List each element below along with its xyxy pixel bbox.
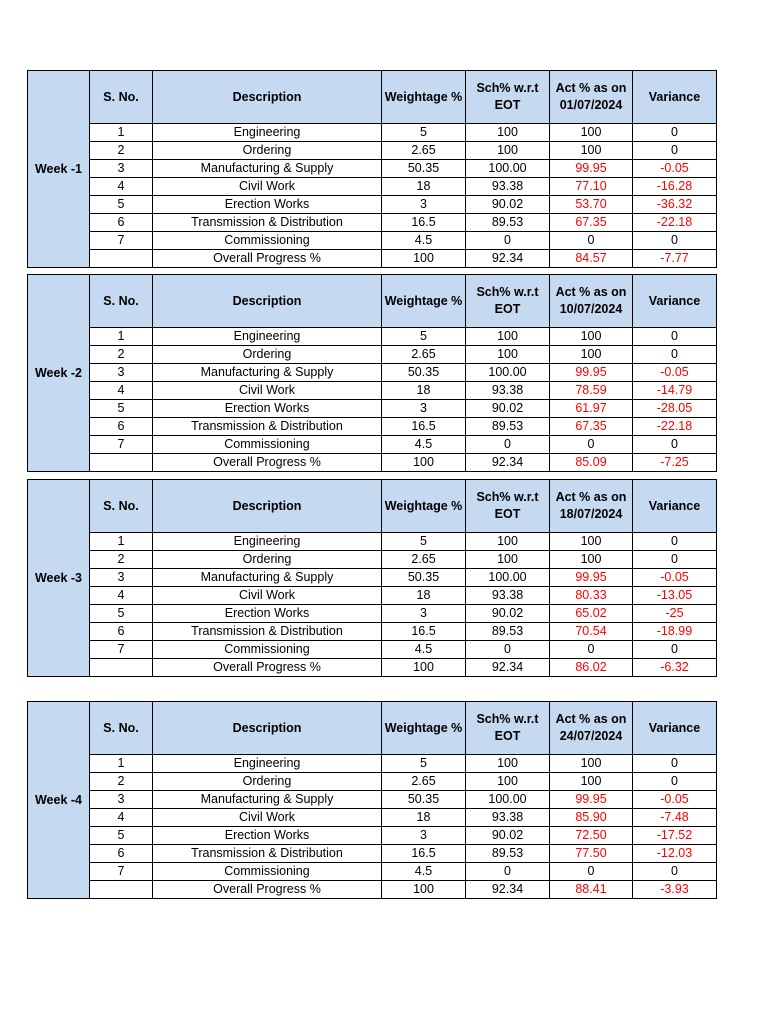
sch-cell: 89.53 bbox=[466, 418, 550, 436]
description-cell: Civil Work bbox=[153, 178, 382, 196]
weightage-cell: 50.35 bbox=[382, 569, 466, 587]
weightage-cell: 4.5 bbox=[382, 641, 466, 659]
variance-header: Variance bbox=[633, 71, 717, 124]
variance-header: Variance bbox=[633, 702, 717, 755]
description-cell: Erection Works bbox=[153, 605, 382, 623]
sch-cell: 92.34 bbox=[466, 454, 550, 472]
variance-cell: 0 bbox=[633, 863, 717, 881]
variance-cell: -0.05 bbox=[633, 364, 717, 382]
act-cell: 78.59 bbox=[550, 382, 633, 400]
weightage-cell: 50.35 bbox=[382, 791, 466, 809]
variance-cell: -16.28 bbox=[633, 178, 717, 196]
sno-cell: 7 bbox=[90, 232, 153, 250]
weightage-cell: 2.65 bbox=[382, 551, 466, 569]
sno-cell: 4 bbox=[90, 809, 153, 827]
description-cell: Transmission & Distribution bbox=[153, 418, 382, 436]
table-row bbox=[28, 178, 717, 196]
week-table bbox=[27, 274, 717, 472]
variance-cell: -0.05 bbox=[633, 569, 717, 587]
sch-cell: 93.38 bbox=[466, 587, 550, 605]
sno-cell: 3 bbox=[90, 364, 153, 382]
week-label: Week -1 bbox=[28, 71, 90, 268]
table-row bbox=[28, 827, 717, 845]
week-table bbox=[27, 701, 717, 899]
description-cell: Manufacturing & Supply bbox=[153, 791, 382, 809]
variance-cell: -7.25 bbox=[633, 454, 717, 472]
table-row bbox=[28, 605, 717, 623]
table-row bbox=[28, 845, 717, 863]
variance-cell: 0 bbox=[633, 533, 717, 551]
variance-cell: -18.99 bbox=[633, 623, 717, 641]
sch-cell: 93.38 bbox=[466, 809, 550, 827]
act-header: Act % as on 01/07/2024 bbox=[550, 71, 633, 124]
sno-cell: 5 bbox=[90, 827, 153, 845]
sch-cell: 89.53 bbox=[466, 214, 550, 232]
description-cell: Engineering bbox=[153, 328, 382, 346]
description-cell: Civil Work bbox=[153, 809, 382, 827]
sch-cell: 100 bbox=[466, 755, 550, 773]
week-label: Week -2 bbox=[28, 275, 90, 472]
week-table bbox=[27, 479, 717, 677]
sno-cell: 3 bbox=[90, 160, 153, 178]
weightage-cell: 16.5 bbox=[382, 845, 466, 863]
sno-cell bbox=[90, 250, 153, 268]
table-row bbox=[28, 755, 717, 773]
table-row bbox=[28, 551, 717, 569]
sch-cell: 90.02 bbox=[466, 827, 550, 845]
act-cell: 67.35 bbox=[550, 418, 633, 436]
description-cell: Overall Progress % bbox=[153, 659, 382, 677]
act-cell: 0 bbox=[550, 863, 633, 881]
act-cell: 53.70 bbox=[550, 196, 633, 214]
act-cell: 100 bbox=[550, 551, 633, 569]
sch-cell: 89.53 bbox=[466, 623, 550, 641]
sch-cell: 0 bbox=[466, 863, 550, 881]
variance-cell: 0 bbox=[633, 142, 717, 160]
weightage-cell: 4.5 bbox=[382, 232, 466, 250]
act-header: Act % as on 24/07/2024 bbox=[550, 702, 633, 755]
week-table bbox=[27, 70, 717, 268]
overall-progress-row bbox=[28, 659, 717, 677]
act-cell: 99.95 bbox=[550, 791, 633, 809]
description-cell: Ordering bbox=[153, 551, 382, 569]
overall-progress-row bbox=[28, 250, 717, 268]
table-header-row bbox=[28, 480, 717, 533]
act-cell: 0 bbox=[550, 436, 633, 454]
variance-cell: 0 bbox=[633, 436, 717, 454]
variance-cell: 0 bbox=[633, 328, 717, 346]
variance-cell: -7.48 bbox=[633, 809, 717, 827]
description-cell: Commissioning bbox=[153, 641, 382, 659]
sno-cell: 1 bbox=[90, 328, 153, 346]
weightage-cell: 16.5 bbox=[382, 623, 466, 641]
sch-header: Sch% w.r.t EOT bbox=[466, 71, 550, 124]
sno-cell: 4 bbox=[90, 587, 153, 605]
table-row bbox=[28, 641, 717, 659]
sch-cell: 0 bbox=[466, 641, 550, 659]
sno-header: S. No. bbox=[90, 702, 153, 755]
act-cell: 61.97 bbox=[550, 400, 633, 418]
sno-cell bbox=[90, 881, 153, 899]
sno-cell: 4 bbox=[90, 382, 153, 400]
variance-cell: 0 bbox=[633, 346, 717, 364]
act-cell: 84.57 bbox=[550, 250, 633, 268]
table-row bbox=[28, 533, 717, 551]
sch-cell: 100 bbox=[466, 142, 550, 160]
table-row bbox=[28, 791, 717, 809]
description-header: Description bbox=[153, 275, 382, 328]
description-cell: Engineering bbox=[153, 755, 382, 773]
variance-cell: -0.05 bbox=[633, 791, 717, 809]
act-cell: 100 bbox=[550, 142, 633, 160]
sno-cell: 6 bbox=[90, 418, 153, 436]
sch-cell: 100 bbox=[466, 533, 550, 551]
weightage-cell: 18 bbox=[382, 809, 466, 827]
sno-cell: 5 bbox=[90, 196, 153, 214]
act-cell: 70.54 bbox=[550, 623, 633, 641]
weightage-cell: 50.35 bbox=[382, 364, 466, 382]
sch-cell: 93.38 bbox=[466, 382, 550, 400]
variance-header: Variance bbox=[633, 480, 717, 533]
variance-cell: 0 bbox=[633, 232, 717, 250]
table-row bbox=[28, 142, 717, 160]
sch-cell: 0 bbox=[466, 232, 550, 250]
variance-cell: -0.05 bbox=[633, 160, 717, 178]
weightage-cell: 4.5 bbox=[382, 436, 466, 454]
table-row bbox=[28, 328, 717, 346]
variance-cell: 0 bbox=[633, 755, 717, 773]
weightage-cell: 100 bbox=[382, 659, 466, 677]
sno-cell: 3 bbox=[90, 569, 153, 587]
weightage-cell: 5 bbox=[382, 755, 466, 773]
table-row bbox=[28, 418, 717, 436]
variance-cell: 0 bbox=[633, 551, 717, 569]
table-row bbox=[28, 587, 717, 605]
sch-cell: 100.00 bbox=[466, 160, 550, 178]
variance-cell: -6.32 bbox=[633, 659, 717, 677]
weightage-cell: 16.5 bbox=[382, 418, 466, 436]
sno-cell: 1 bbox=[90, 533, 153, 551]
description-cell: Transmission & Distribution bbox=[153, 214, 382, 232]
sno-cell: 7 bbox=[90, 641, 153, 659]
sno-cell: 2 bbox=[90, 142, 153, 160]
sch-cell: 93.38 bbox=[466, 178, 550, 196]
act-cell: 100 bbox=[550, 328, 633, 346]
sno-cell: 7 bbox=[90, 436, 153, 454]
act-cell: 100 bbox=[550, 773, 633, 791]
variance-cell: -7.77 bbox=[633, 250, 717, 268]
table-row bbox=[28, 773, 717, 791]
weightage-cell: 50.35 bbox=[382, 160, 466, 178]
act-cell: 100 bbox=[550, 346, 633, 364]
table-row bbox=[28, 160, 717, 178]
description-cell: Erection Works bbox=[153, 827, 382, 845]
table-row bbox=[28, 863, 717, 881]
act-cell: 99.95 bbox=[550, 160, 633, 178]
sno-cell: 6 bbox=[90, 845, 153, 863]
weightage-cell: 2.65 bbox=[382, 142, 466, 160]
act-cell: 85.90 bbox=[550, 809, 633, 827]
sno-cell bbox=[90, 454, 153, 472]
table-header-row bbox=[28, 71, 717, 124]
sch-cell: 100.00 bbox=[466, 791, 550, 809]
description-cell: Overall Progress % bbox=[153, 881, 382, 899]
weightage-cell: 5 bbox=[382, 328, 466, 346]
sno-header: S. No. bbox=[90, 275, 153, 328]
sno-header: S. No. bbox=[90, 71, 153, 124]
sch-cell: 89.53 bbox=[466, 845, 550, 863]
sch-cell: 90.02 bbox=[466, 196, 550, 214]
table-row bbox=[28, 196, 717, 214]
weightage-cell: 100 bbox=[382, 881, 466, 899]
variance-cell: -36.32 bbox=[633, 196, 717, 214]
sno-cell: 6 bbox=[90, 623, 153, 641]
sch-cell: 100.00 bbox=[466, 364, 550, 382]
sch-cell: 92.34 bbox=[466, 250, 550, 268]
description-cell: Ordering bbox=[153, 142, 382, 160]
act-cell: 77.50 bbox=[550, 845, 633, 863]
variance-cell: -22.18 bbox=[633, 214, 717, 232]
table-row bbox=[28, 382, 717, 400]
weightage-cell: 3 bbox=[382, 196, 466, 214]
description-cell: Ordering bbox=[153, 773, 382, 791]
variance-cell: -22.18 bbox=[633, 418, 717, 436]
week-label: Week -4 bbox=[28, 702, 90, 899]
description-header: Description bbox=[153, 71, 382, 124]
weightage-cell: 16.5 bbox=[382, 214, 466, 232]
weightage-cell: 3 bbox=[382, 400, 466, 418]
weightage-cell: 18 bbox=[382, 178, 466, 196]
weightage-cell: 5 bbox=[382, 533, 466, 551]
sno-cell: 5 bbox=[90, 400, 153, 418]
sno-cell: 5 bbox=[90, 605, 153, 623]
weightage-cell: 18 bbox=[382, 382, 466, 400]
act-cell: 100 bbox=[550, 533, 633, 551]
variance-cell: 0 bbox=[633, 773, 717, 791]
description-cell: Manufacturing & Supply bbox=[153, 364, 382, 382]
weightage-header: Weightage % bbox=[382, 71, 466, 124]
sno-cell: 2 bbox=[90, 551, 153, 569]
sch-header: Sch% w.r.t EOT bbox=[466, 480, 550, 533]
table-header-row bbox=[28, 702, 717, 755]
sch-cell: 100 bbox=[466, 773, 550, 791]
act-cell: 88.41 bbox=[550, 881, 633, 899]
act-header: Act % as on 18/07/2024 bbox=[550, 480, 633, 533]
variance-cell: -28.05 bbox=[633, 400, 717, 418]
act-cell: 100 bbox=[550, 755, 633, 773]
weightage-cell: 3 bbox=[382, 605, 466, 623]
sno-cell: 1 bbox=[90, 755, 153, 773]
overall-progress-row bbox=[28, 881, 717, 899]
weightage-cell: 2.65 bbox=[382, 773, 466, 791]
act-cell: 100 bbox=[550, 124, 633, 142]
variance-cell: -14.79 bbox=[633, 382, 717, 400]
description-cell: Manufacturing & Supply bbox=[153, 160, 382, 178]
table-row bbox=[28, 436, 717, 454]
description-header: Description bbox=[153, 480, 382, 533]
description-cell: Overall Progress % bbox=[153, 454, 382, 472]
description-cell: Manufacturing & Supply bbox=[153, 569, 382, 587]
weightage-cell: 2.65 bbox=[382, 346, 466, 364]
sch-cell: 0 bbox=[466, 436, 550, 454]
table-header-row bbox=[28, 275, 717, 328]
sch-header: Sch% w.r.t EOT bbox=[466, 275, 550, 328]
overall-progress-row bbox=[28, 454, 717, 472]
sno-header: S. No. bbox=[90, 480, 153, 533]
sch-header: Sch% w.r.t EOT bbox=[466, 702, 550, 755]
act-cell: 86.02 bbox=[550, 659, 633, 677]
sch-cell: 100 bbox=[466, 346, 550, 364]
description-cell: Engineering bbox=[153, 124, 382, 142]
sno-cell: 7 bbox=[90, 863, 153, 881]
description-header: Description bbox=[153, 702, 382, 755]
sch-cell: 100 bbox=[466, 551, 550, 569]
variance-cell: -12.03 bbox=[633, 845, 717, 863]
variance-cell: 0 bbox=[633, 124, 717, 142]
table-row bbox=[28, 124, 717, 142]
act-header: Act % as on 10/07/2024 bbox=[550, 275, 633, 328]
week-label: Week -3 bbox=[28, 480, 90, 677]
act-cell: 77.10 bbox=[550, 178, 633, 196]
variance-header: Variance bbox=[633, 275, 717, 328]
description-cell: Erection Works bbox=[153, 400, 382, 418]
sno-cell: 2 bbox=[90, 346, 153, 364]
table-row bbox=[28, 809, 717, 827]
sno-cell: 1 bbox=[90, 124, 153, 142]
description-cell: Transmission & Distribution bbox=[153, 845, 382, 863]
description-cell: Civil Work bbox=[153, 587, 382, 605]
sch-cell: 100 bbox=[466, 124, 550, 142]
variance-cell: -17.52 bbox=[633, 827, 717, 845]
sch-cell: 90.02 bbox=[466, 400, 550, 418]
description-cell: Transmission & Distribution bbox=[153, 623, 382, 641]
act-cell: 0 bbox=[550, 641, 633, 659]
sno-cell: 2 bbox=[90, 773, 153, 791]
table-row bbox=[28, 623, 717, 641]
weightage-cell: 3 bbox=[382, 827, 466, 845]
weightage-cell: 4.5 bbox=[382, 863, 466, 881]
sno-cell bbox=[90, 659, 153, 677]
act-cell: 85.09 bbox=[550, 454, 633, 472]
sch-cell: 92.34 bbox=[466, 659, 550, 677]
weightage-header: Weightage % bbox=[382, 480, 466, 533]
variance-cell: -3.93 bbox=[633, 881, 717, 899]
sno-cell: 6 bbox=[90, 214, 153, 232]
act-cell: 67.35 bbox=[550, 214, 633, 232]
variance-cell: -25 bbox=[633, 605, 717, 623]
act-cell: 65.02 bbox=[550, 605, 633, 623]
description-cell: Overall Progress % bbox=[153, 250, 382, 268]
weightage-cell: 100 bbox=[382, 454, 466, 472]
table-row bbox=[28, 569, 717, 587]
weightage-header: Weightage % bbox=[382, 702, 466, 755]
weightage-header: Weightage % bbox=[382, 275, 466, 328]
sch-cell: 90.02 bbox=[466, 605, 550, 623]
description-cell: Civil Work bbox=[153, 382, 382, 400]
table-row bbox=[28, 214, 717, 232]
description-cell: Engineering bbox=[153, 533, 382, 551]
variance-cell: -13.05 bbox=[633, 587, 717, 605]
table-row bbox=[28, 364, 717, 382]
act-cell: 0 bbox=[550, 232, 633, 250]
act-cell: 72.50 bbox=[550, 827, 633, 845]
description-cell: Commissioning bbox=[153, 232, 382, 250]
sno-cell: 3 bbox=[90, 791, 153, 809]
weightage-cell: 100 bbox=[382, 250, 466, 268]
weightage-cell: 18 bbox=[382, 587, 466, 605]
sno-cell: 4 bbox=[90, 178, 153, 196]
weightage-cell: 5 bbox=[382, 124, 466, 142]
table-row bbox=[28, 232, 717, 250]
act-cell: 99.95 bbox=[550, 569, 633, 587]
act-cell: 99.95 bbox=[550, 364, 633, 382]
description-cell: Commissioning bbox=[153, 863, 382, 881]
act-cell: 80.33 bbox=[550, 587, 633, 605]
table-row bbox=[28, 400, 717, 418]
description-cell: Commissioning bbox=[153, 436, 382, 454]
description-cell: Ordering bbox=[153, 346, 382, 364]
description-cell: Erection Works bbox=[153, 196, 382, 214]
sch-cell: 100.00 bbox=[466, 569, 550, 587]
table-row bbox=[28, 346, 717, 364]
sch-cell: 92.34 bbox=[466, 881, 550, 899]
sch-cell: 100 bbox=[466, 328, 550, 346]
variance-cell: 0 bbox=[633, 641, 717, 659]
